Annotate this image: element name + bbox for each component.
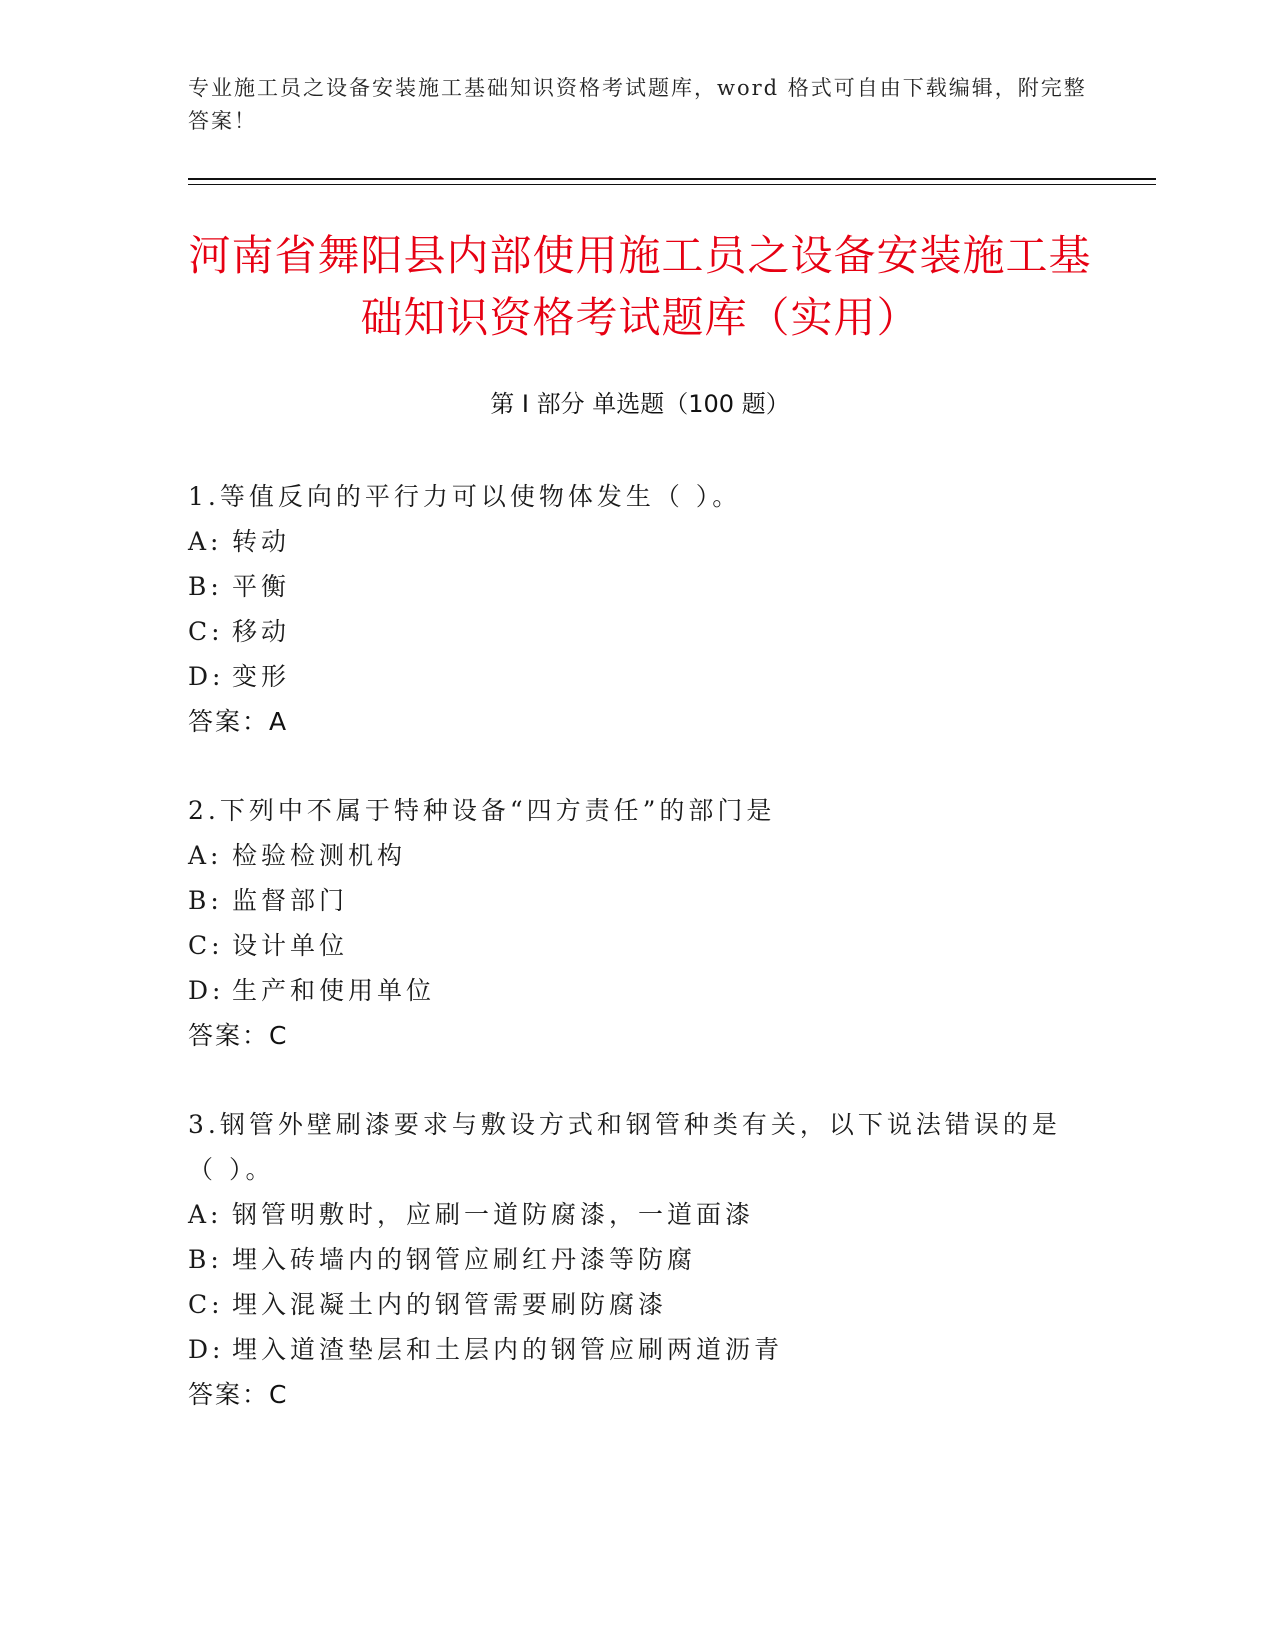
option-key: D: — [188, 662, 225, 691]
option-key: B: — [188, 572, 223, 601]
answer-value: A — [269, 707, 289, 736]
question-1 — [188, 474, 1088, 744]
option-text: 生产和使用单位 — [232, 976, 436, 1005]
question-3 — [188, 1102, 1088, 1417]
option-text: 监督部门 — [232, 886, 349, 915]
option-a — [188, 833, 1088, 878]
option-d — [188, 654, 1088, 699]
answer-value: C — [269, 1380, 289, 1409]
question-stem: 3.钢管外壁刷漆要求与敷设方式和钢管种类有关，以下说法错误的是（ ）。 — [188, 1110, 1061, 1184]
option-text: 埋入砖墙内的钢管应刷红丹漆等防腐 — [232, 1245, 697, 1274]
answer-value: C — [269, 1021, 289, 1050]
answer-line — [188, 1372, 1088, 1417]
option-text: 平衡 — [232, 572, 291, 601]
question-2 — [188, 788, 1088, 1058]
option-key: C: — [188, 931, 224, 960]
option-key: D: — [188, 976, 225, 1005]
option-b — [188, 564, 1088, 609]
option-text: 转动 — [232, 527, 291, 556]
option-b — [188, 1237, 1088, 1282]
header-note: 专业施工员之设备安装施工基础知识资格考试题库，word 格式可自由下载编辑，附完整答案！ — [188, 76, 1087, 133]
option-a — [188, 1192, 1088, 1237]
option-key: D: — [188, 1335, 225, 1364]
option-key: B: — [188, 1245, 223, 1274]
document-title: 河南省舞阳县内部使用施工员之设备安装施工基础知识资格考试题库（实用） — [188, 231, 1092, 342]
option-d — [188, 1327, 1088, 1372]
answer-label: 答案： — [188, 707, 270, 736]
question-stem: 2.下列中不属于特种设备“四方责任”的部门是 — [188, 796, 776, 825]
option-d — [188, 968, 1088, 1013]
option-b — [188, 878, 1088, 923]
header-rule-thick — [188, 178, 1156, 180]
option-text: 变形 — [232, 662, 291, 691]
option-key: A: — [188, 841, 223, 870]
answer-label: 答案： — [188, 1380, 270, 1409]
option-text: 钢管明敷时，应刷一道防腐漆，一道面漆 — [232, 1200, 755, 1229]
option-text: 检验检测机构 — [232, 841, 407, 870]
option-a — [188, 519, 1088, 564]
answer-line — [188, 1013, 1088, 1058]
question-stem: 1.等值反向的平行力可以使物体发生（ ）。 — [188, 482, 742, 511]
option-key: C: — [188, 1290, 224, 1319]
question-list — [188, 474, 1088, 1461]
option-key: A: — [188, 527, 223, 556]
option-text: 埋入混凝土内的钢管需要刷防腐漆 — [232, 1290, 668, 1319]
option-text: 设计单位 — [232, 931, 349, 960]
option-c — [188, 1282, 1088, 1327]
option-text: 埋入道渣垫层和土层内的钢管应刷两道沥青 — [232, 1335, 784, 1364]
answer-line — [188, 699, 1088, 744]
option-c — [188, 609, 1088, 654]
option-key: B: — [188, 886, 223, 915]
option-c — [188, 923, 1088, 968]
option-key: C: — [188, 617, 224, 646]
answer-label: 答案： — [188, 1021, 270, 1050]
option-text: 移动 — [232, 617, 291, 646]
section-title: 第 I 部分 单选题（100 题） — [490, 390, 790, 418]
option-key: A: — [188, 1200, 223, 1229]
header-rule-thin — [188, 184, 1156, 185]
